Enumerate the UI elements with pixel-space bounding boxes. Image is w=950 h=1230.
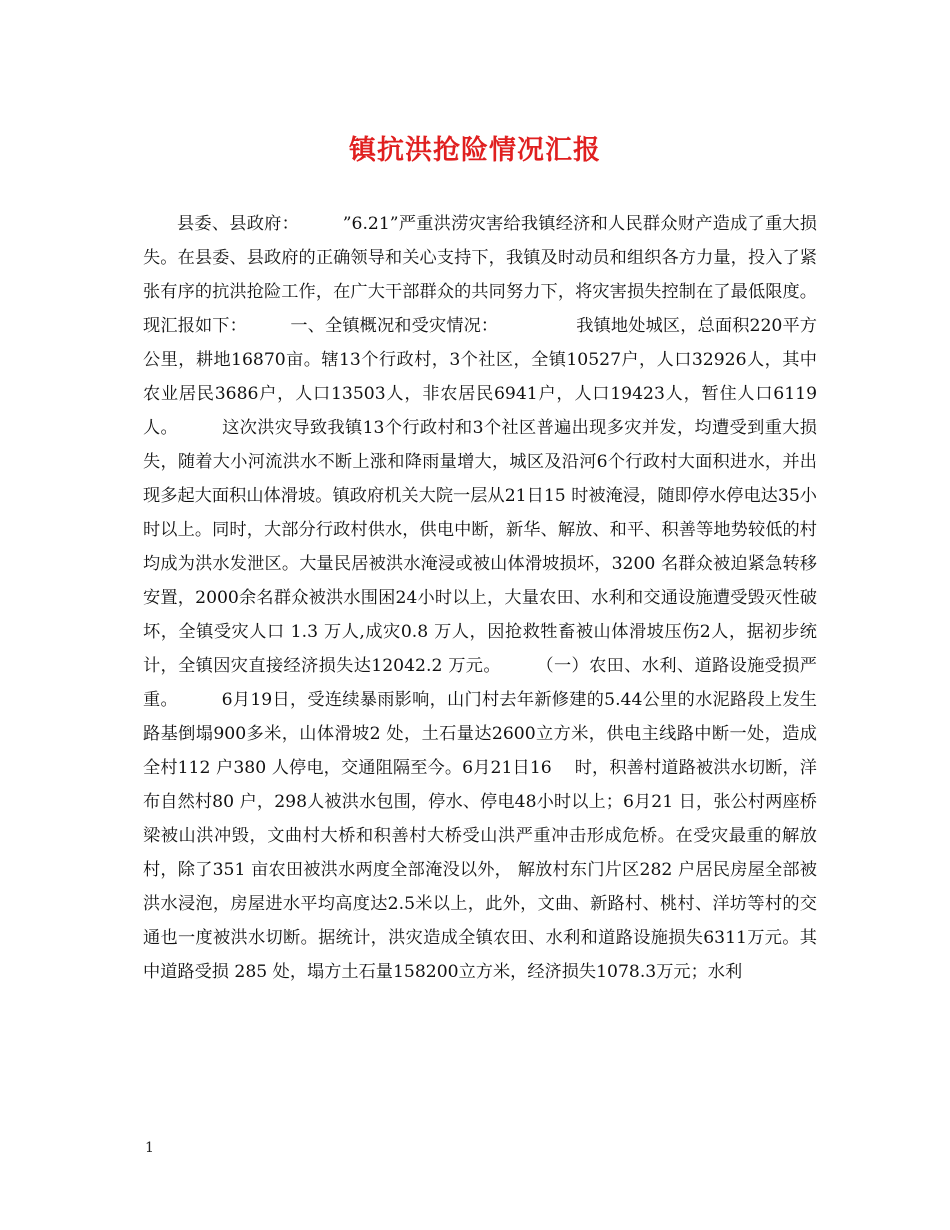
page-number: 1 <box>145 1140 154 1156</box>
body-paragraph: 县委、县政府： ”6.21”严重洪涝灾害给我镇经济和人民群众财产造成了重大损失。在县委、县政府的正确领导和关心支持下，我镇及时动员和组织各方力量，投入了紧张有序的抗洪抢险工作，在广大干部群众的共同努力下，将灾害损失控制在了最低限度。现汇报如下： 一、全镇概况和受灾情况： 我镇地处城区，总面积220平方公里，耕地16870亩。辖13个行政村，3个社区，全镇10527户，人口32926人，其中农业居民3686户，人口13503人，非农居民6941户，人口19423人，暂住人口6119人。 这次洪灾导致我镇13个行政村和3个社区普遍出现多灾并发，均遭受到重大损失，随着大小河流洪水不断上涨和降雨量增大，城区及沿河6个行政村大面积进水，并出现多起大面积山体滑坡。镇政府机关大院一层从21日15 时被淹浸，随即停水停电达35小时以上。同时，大部分行政村供水，供电中断，新华、解放、和平、积善等地势较低的村均成为洪水发泄区。大量民居被洪水淹浸或被山体滑坡损坏，3200 名群众被迫紧急转移安置，2000余名群众被洪水围困24小时以上，大量农田、水利和交通设施遭受毁灭性破坏，全镇受灾人口 1.3 万人,成灾0.8 万人，因抢救牲畜被山体滑坡压伤2人，据初步统计，全镇因灾直接经济损失达12042.2 万元。 （一）农田、水利、道路设施受损严重。 6月19日，受连续暴雨影响，山门村去年新修建的5.44公里的水泥路段上发生路基倒塌900多米，山体滑坡2 处，土石量达2600立方米，供电主线路中断一处，造成全村112 户380 人停电，交通阻隔至今。6月21日16 时，积善村道路被洪水切断，洋布自然村80 户，298人被洪水包围，停水、停电48小时以上；6月21 日，张公村两座桥梁被山洪冲毁，文曲村大桥和积善村大桥受山洪严重冲击形成危桥。在受灾最重的解放村，除了351 亩农田被洪水两度全部淹没以外， 解放村东门片区282 户居民房屋全部被洪水浸泡，房屋进水平均高度达2.5米以上，此外，文曲、新路村、桃村、洋坊等村的交通也一度被洪水切断。据统计，洪灾造成全镇农田、水利和道路设施损失6311万元。其中道路受损 285 处，塌方土石量158200立方米，经济损失1078.3万元；水利 <box>143 214 817 982</box>
page-title: 镇抗洪抢险情况汇报 <box>349 135 601 166</box>
